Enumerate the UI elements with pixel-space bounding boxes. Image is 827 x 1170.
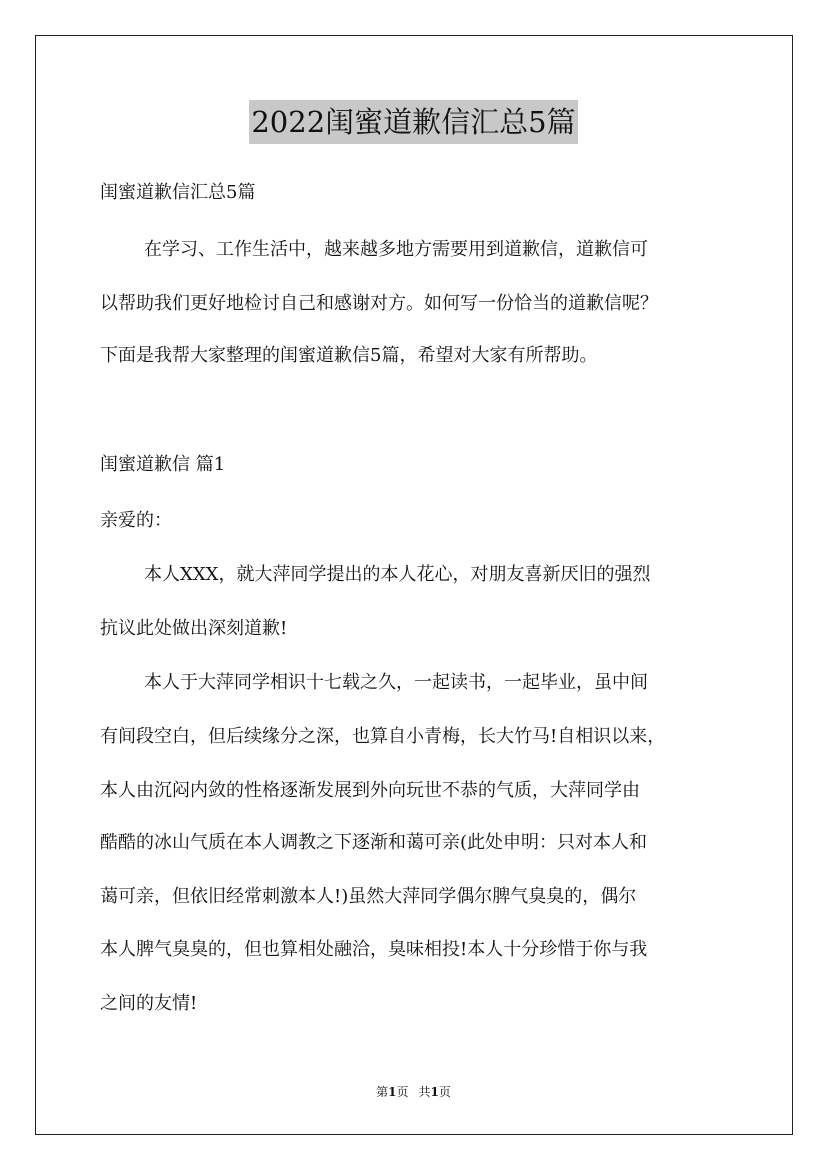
para1-line-2: 抗议此处做出深刻道歉! <box>100 618 288 639</box>
footer-page-current: 1 <box>388 1085 397 1099</box>
para2-line-5: 蔼可亲，但依旧经常刺激本人!)虽然大萍同学偶尔脾气臭臭的，偶尔 <box>100 886 637 907</box>
footer-total-suffix: 页 <box>438 1085 451 1099</box>
title-container <box>0 100 827 144</box>
para2-line-3: 本人由沉闷内敛的性格逐渐发展到外向玩世不恭的气质，大萍同学由 <box>100 780 640 801</box>
para2-line-1: 本人于大萍同学相识十七载之久，一起读书，一起毕业，虽中间 <box>144 672 648 693</box>
footer-page-total: 1 <box>430 1085 439 1099</box>
para2-line-7: 之间的友情! <box>100 993 198 1014</box>
intro-line-2: 以帮助我们更好地检讨自己和感谢对方。如何写一份恰当的道歉信呢？ <box>100 293 658 314</box>
footer-total-prefix: 共 <box>418 1085 431 1099</box>
footer-page-prefix: 第 <box>376 1085 389 1099</box>
document-title: 2022闺蜜道歉信汇总5篇 <box>249 100 577 144</box>
footer-page-suffix: 页 <box>396 1085 409 1099</box>
para2-line-2: 有间段空白，但后续缘分之深，也算自小青梅，长大竹马!自相识以来， <box>100 726 666 747</box>
page-footer <box>0 1083 827 1100</box>
intro-line-3: 下面是我帮大家整理的闺蜜道歉信5篇，希望对大家有所帮助。 <box>100 345 598 366</box>
salutation: 亲爱的： <box>100 510 172 531</box>
intro-line-1: 在学习、工作生活中，越来越多地方需要用到道歉信，道歉信可 <box>144 239 648 260</box>
para2-line-4: 酷酷的冰山气质在本人调教之下逐渐和蔼可亲(此处申明：只对本人和 <box>100 832 648 853</box>
subtitle: 闺蜜道歉信汇总5篇 <box>100 182 256 203</box>
para2-line-6: 本人脾气臭臭的，但也算相处融洽，臭味相投!本人十分珍惜于你与我 <box>100 939 648 960</box>
para1-line-1: 本人XXX，就大萍同学提出的本人花心，对朋友喜新厌旧的强烈 <box>144 564 651 585</box>
section-heading: 闺蜜道歉信 篇1 <box>100 454 226 475</box>
